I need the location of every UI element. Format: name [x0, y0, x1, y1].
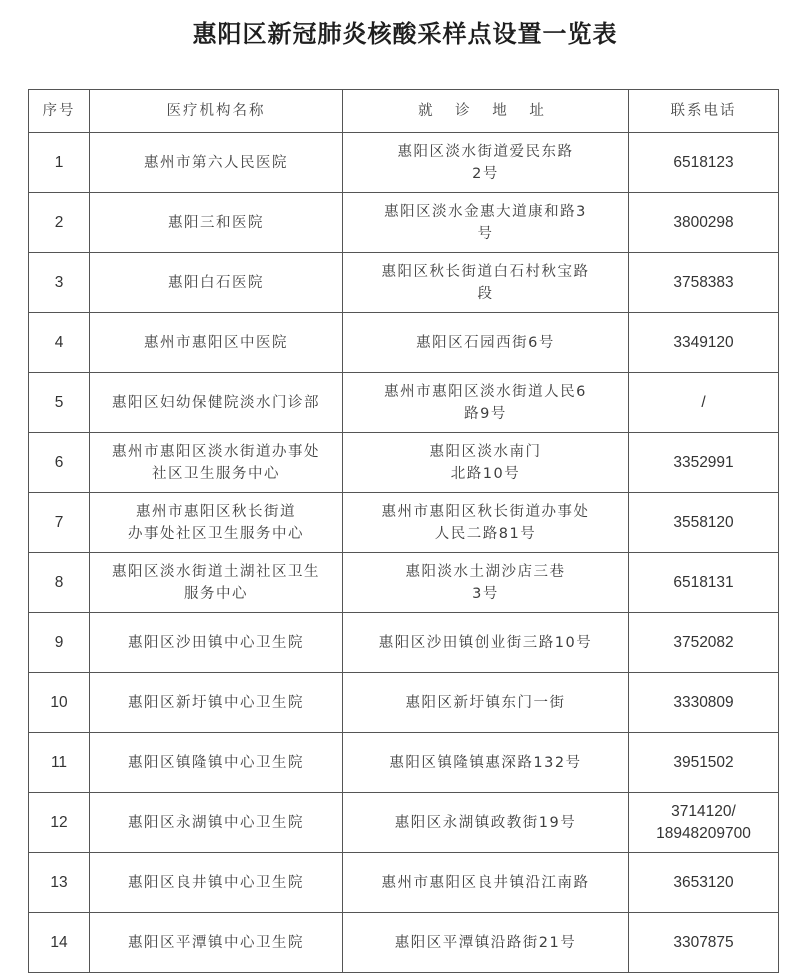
row-name: 惠阳区沙田镇中心卫生院: [90, 613, 343, 673]
sampling-sites-table: [28, 89, 779, 973]
row-phone: 3951502: [629, 733, 779, 793]
row-name: 惠阳区镇隆镇中心卫生院: [90, 733, 343, 793]
row-index: 14: [29, 913, 90, 973]
row-address: 惠阳区淡水金惠大道康和路3 号: [343, 193, 629, 253]
row-name: 惠阳区平潭镇中心卫生院: [90, 913, 343, 973]
header-index: 序号: [29, 90, 90, 133]
row-phone: 3752082: [629, 613, 779, 673]
row-address: 惠阳区平潭镇沿路街21号: [343, 913, 629, 973]
header-phone: 联系电话: [629, 90, 779, 133]
table-row: [29, 793, 779, 853]
row-phone: 3800298: [629, 193, 779, 253]
table-row: [29, 493, 779, 553]
row-name: 惠阳区良井镇中心卫生院: [90, 853, 343, 913]
table-row: [29, 133, 779, 193]
table-row: [29, 433, 779, 493]
table-row: [29, 193, 779, 253]
row-address: 惠阳区秋长街道白石村秋宝路 段: [343, 253, 629, 313]
row-address: 惠阳淡水土湖沙店三巷 3号: [343, 553, 629, 613]
row-phone: 3714120/ 18948209700: [629, 793, 779, 853]
row-address: 惠阳区新圩镇东门一街: [343, 673, 629, 733]
row-index: 5: [29, 373, 90, 433]
row-phone: 3558120: [629, 493, 779, 553]
row-index: 6: [29, 433, 90, 493]
table-header-row: [29, 90, 779, 133]
row-name: 惠阳三和医院: [90, 193, 343, 253]
table-row: [29, 373, 779, 433]
row-index: 9: [29, 613, 90, 673]
row-address: 惠阳区永湖镇政教街19号: [343, 793, 629, 853]
row-phone: 6518131: [629, 553, 779, 613]
row-address: 惠阳区镇隆镇惠深路132号: [343, 733, 629, 793]
row-name: 惠阳白石医院: [90, 253, 343, 313]
table-row: [29, 853, 779, 913]
row-name: 惠阳区淡水街道土湖社区卫生 服务中心: [90, 553, 343, 613]
row-name: 惠阳区妇幼保健院淡水门诊部: [90, 373, 343, 433]
row-address: 惠阳区石园西街6号: [343, 313, 629, 373]
header-address: 就 诊 地 址: [343, 90, 629, 133]
row-index: 8: [29, 553, 90, 613]
row-name: 惠阳区永湖镇中心卫生院: [90, 793, 343, 853]
row-index: 12: [29, 793, 90, 853]
row-index: 1: [29, 133, 90, 193]
row-address: 惠阳区淡水街道爱民东路 2号: [343, 133, 629, 193]
table-row: [29, 613, 779, 673]
row-address: 惠阳区沙田镇创业街三路10号: [343, 613, 629, 673]
table-row: [29, 553, 779, 613]
row-phone: 3352991: [629, 433, 779, 493]
table-row: [29, 913, 779, 973]
row-name: 惠州市惠阳区秋长街道 办事处社区卫生服务中心: [90, 493, 343, 553]
page-title: 惠阳区新冠肺炎核酸采样点设置一览表: [192, 20, 618, 48]
row-name: 惠州市惠阳区淡水街道办事处 社区卫生服务中心: [90, 433, 343, 493]
row-phone: /: [629, 373, 779, 433]
header-name: 医疗机构名称: [90, 90, 343, 133]
row-index: 3: [29, 253, 90, 313]
row-index: 13: [29, 853, 90, 913]
row-phone: 3758383: [629, 253, 779, 313]
table-body: [29, 133, 779, 973]
row-index: 2: [29, 193, 90, 253]
table-row: [29, 733, 779, 793]
row-name: 惠州市惠阳区中医院: [90, 313, 343, 373]
row-name: 惠州市第六人民医院: [90, 133, 343, 193]
row-address: 惠州市惠阳区良井镇沿江南路: [343, 853, 629, 913]
row-address: 惠阳区淡水南门 北路10号: [343, 433, 629, 493]
row-phone: 3307875: [629, 913, 779, 973]
table-row: [29, 253, 779, 313]
row-name: 惠阳区新圩镇中心卫生院: [90, 673, 343, 733]
row-phone: 3330809: [629, 673, 779, 733]
row-index: 11: [29, 733, 90, 793]
row-index: 7: [29, 493, 90, 553]
row-address: 惠州市惠阳区秋长街道办事处 人民二路81号: [343, 493, 629, 553]
row-index: 10: [29, 673, 90, 733]
row-phone: 3653120: [629, 853, 779, 913]
row-phone: 3349120: [629, 313, 779, 373]
row-address: 惠州市惠阳区淡水街道人民6 路9号: [343, 373, 629, 433]
row-index: 4: [29, 313, 90, 373]
table-row: [29, 673, 779, 733]
table-row: [29, 313, 779, 373]
row-phone: 6518123: [629, 133, 779, 193]
